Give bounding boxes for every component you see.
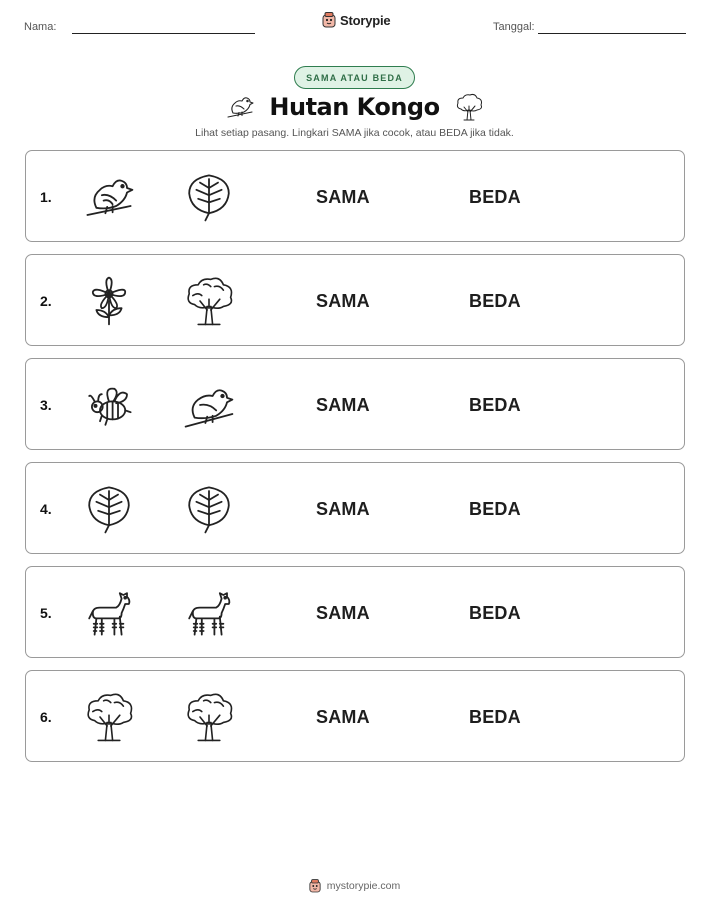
same-option[interactable]: SAMA [316,186,370,207]
same-option[interactable]: SAMA [316,498,370,519]
okapi-icon [182,586,236,640]
question-row [25,358,685,450]
flower-icon [82,274,136,328]
footer-link[interactable]: mystorypie.com [326,880,401,892]
bee-icon [82,378,136,432]
activity-badge: SAMA ATAU BEDA [294,66,415,89]
same-option[interactable]: SAMA [316,394,370,415]
leaf-icon [182,170,236,224]
storypie-mascot-icon [309,879,321,893]
same-option[interactable]: SAMA [316,602,370,623]
tree-icon [182,274,236,328]
bird-icon [225,92,255,122]
different-option[interactable]: BEDA [469,498,521,519]
name-label: Nama: [24,21,57,33]
leaf-icon [82,482,136,536]
question-number: 1. [40,189,52,205]
question-row [25,150,685,242]
question-number: 3. [40,397,52,413]
question-number: 5. [40,605,52,621]
bird-icon [82,170,136,224]
different-option[interactable]: BEDA [469,290,521,311]
title-row [0,90,709,124]
different-option[interactable]: BEDA [469,186,521,207]
tree-icon [82,690,136,744]
date-field[interactable] [538,33,686,34]
brand-logo [322,12,390,28]
question-row [25,254,685,346]
question-row [25,670,685,762]
okapi-icon [82,586,136,640]
same-option[interactable]: SAMA [316,290,370,311]
tree-icon [454,92,484,122]
question-number: 4. [40,501,52,517]
worksheet-title: Hutan Kongo [269,93,440,121]
name-field[interactable] [72,33,255,34]
bird-icon [182,378,236,432]
tree-icon [182,690,236,744]
storypie-mascot-icon [322,12,336,28]
brand-name: Storypie [340,12,391,28]
different-option[interactable]: BEDA [469,706,521,727]
same-option[interactable]: SAMA [316,706,370,727]
question-row [25,462,685,554]
question-number: 2. [40,293,52,309]
different-option[interactable]: BEDA [469,394,521,415]
question-number: 6. [40,709,52,725]
footer [0,879,709,893]
instruction-text: Lihat setiap pasang. Lingkari SAMA jika cocok, atau BEDA jika tidak. [195,127,514,139]
leaf-icon [182,482,236,536]
different-option[interactable]: BEDA [469,602,521,623]
question-row [25,566,685,658]
date-label: Tanggal: [493,21,535,33]
question-list [25,150,685,774]
